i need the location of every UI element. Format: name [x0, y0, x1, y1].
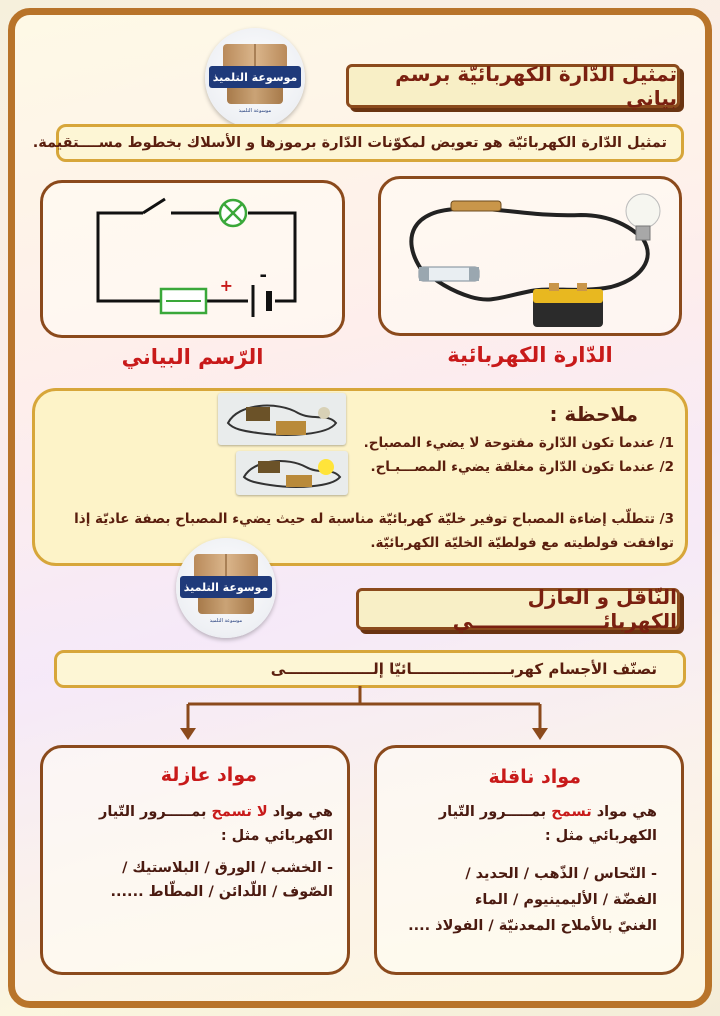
battery-icon — [533, 283, 603, 327]
circuit-photo-illustration — [381, 179, 685, 339]
insulators-definition-cont: الكهربائي مثل : — [220, 828, 333, 844]
circuit-schematic-diagram — [43, 183, 348, 341]
closed-circuit-photo — [236, 451, 348, 495]
logo-banner: موسوعة التلميذ — [180, 576, 272, 598]
note-item-3: 3/ تتطلّب إضاءة المصباح توفير خليّة كهربائيّة مناسبة له حيث يضيء المصباح بصفة عاديّة إذا — [74, 511, 674, 527]
insulators-card — [40, 745, 350, 975]
open-circuit-photo — [218, 393, 346, 445]
arrow-left-icon — [180, 728, 196, 740]
caption-circuit: الدّارة الكهربائية — [447, 343, 613, 367]
classification-box — [54, 650, 686, 688]
book-icon — [194, 554, 258, 578]
schematic-card — [40, 180, 345, 338]
definition-text: هو تعويض لمكوّنات الدّارة برموزها و الأسلاك بخطوط مســــتقيمة. — [32, 135, 503, 151]
section-title-conductor-insulator: النّاقل و العازل الكهربائـــــــــــــــــــي — [356, 588, 680, 630]
battery-symbol — [253, 285, 269, 317]
logo-badge-top — [205, 28, 305, 128]
bulb-icon — [626, 194, 660, 240]
definition-box — [32, 124, 684, 162]
definition-prefix: تمثيل الدّارة الكهربائيّة — [507, 135, 667, 151]
switch-symbol — [143, 199, 165, 213]
note-item-1: 1/ عندما تكون الدّارة مفتوحة لا يضيء المصباح. — [363, 435, 674, 451]
conductors-example-1: - النّحاس / الذّهب / الحديد / — [465, 866, 657, 882]
conductors-definition-cont: الكهربائي مثل : — [544, 828, 657, 844]
fuse-icon — [419, 267, 479, 281]
insulators-keyword: لا تسمح — [211, 804, 268, 820]
note-item-3-cont: توافقت فولطيته مع فولطيّة الخليّة الكهربائيّة. — [370, 535, 674, 551]
lamp-symbol — [220, 200, 246, 226]
insulators-example-2: الصّوف / اللّدائن / المطّاط ...... — [110, 884, 333, 900]
book-icon — [223, 44, 287, 68]
logo-badge-middle — [176, 538, 276, 638]
conductors-example-3: الغنيّ بالأملاح المعدنيّة / الفولاذ .... — [408, 918, 657, 934]
note-item-2: 2/ عندما تكون الدّارة مغلقة يضيء المصـــبـاح. — [370, 459, 674, 475]
clip-icon — [451, 201, 501, 211]
note-title: ملاحظة : — [549, 402, 638, 426]
logo-handle: موسوعة التلميذ — [209, 618, 243, 624]
fuse-symbol — [161, 289, 206, 313]
plus-sign: + — [219, 276, 233, 295]
circuit-photo-card — [378, 176, 682, 336]
minus-sign: - — [259, 265, 267, 286]
insulators-example-1: - الخشب / الورق / البلاستيك / — [122, 860, 333, 876]
arrow-right-icon — [532, 728, 548, 740]
conductors-card — [374, 745, 684, 975]
section-title-circuit-representation: تمثيل الدّارة الكهربائيّة برسم بياني — [346, 64, 680, 108]
conductors-title: مواد ناقلة — [488, 766, 581, 788]
insulators-definition: هي مواد لا تسمح بمـــــرور التّيار — [98, 804, 333, 820]
logo-banner: موسوعة التلميذ — [209, 66, 301, 88]
conductors-definition: هي مواد تسمح بمـــــرور التّيار — [438, 804, 657, 820]
insulators-title: مواد عازلة — [160, 764, 257, 786]
conductors-keyword: تسمح — [551, 804, 592, 820]
branch-arrows — [160, 686, 560, 742]
classification-text: تصنّف الأجسام كهربـــــــــــــــــــائيّا إلـــــــــــــــــى — [270, 660, 657, 678]
conductors-example-2: الفضّة / الأليمينيوم / الماء — [474, 892, 657, 908]
logo-handle: موسوعة التلميذ — [238, 108, 272, 114]
caption-schematic: الرّسم البياني — [121, 345, 264, 369]
